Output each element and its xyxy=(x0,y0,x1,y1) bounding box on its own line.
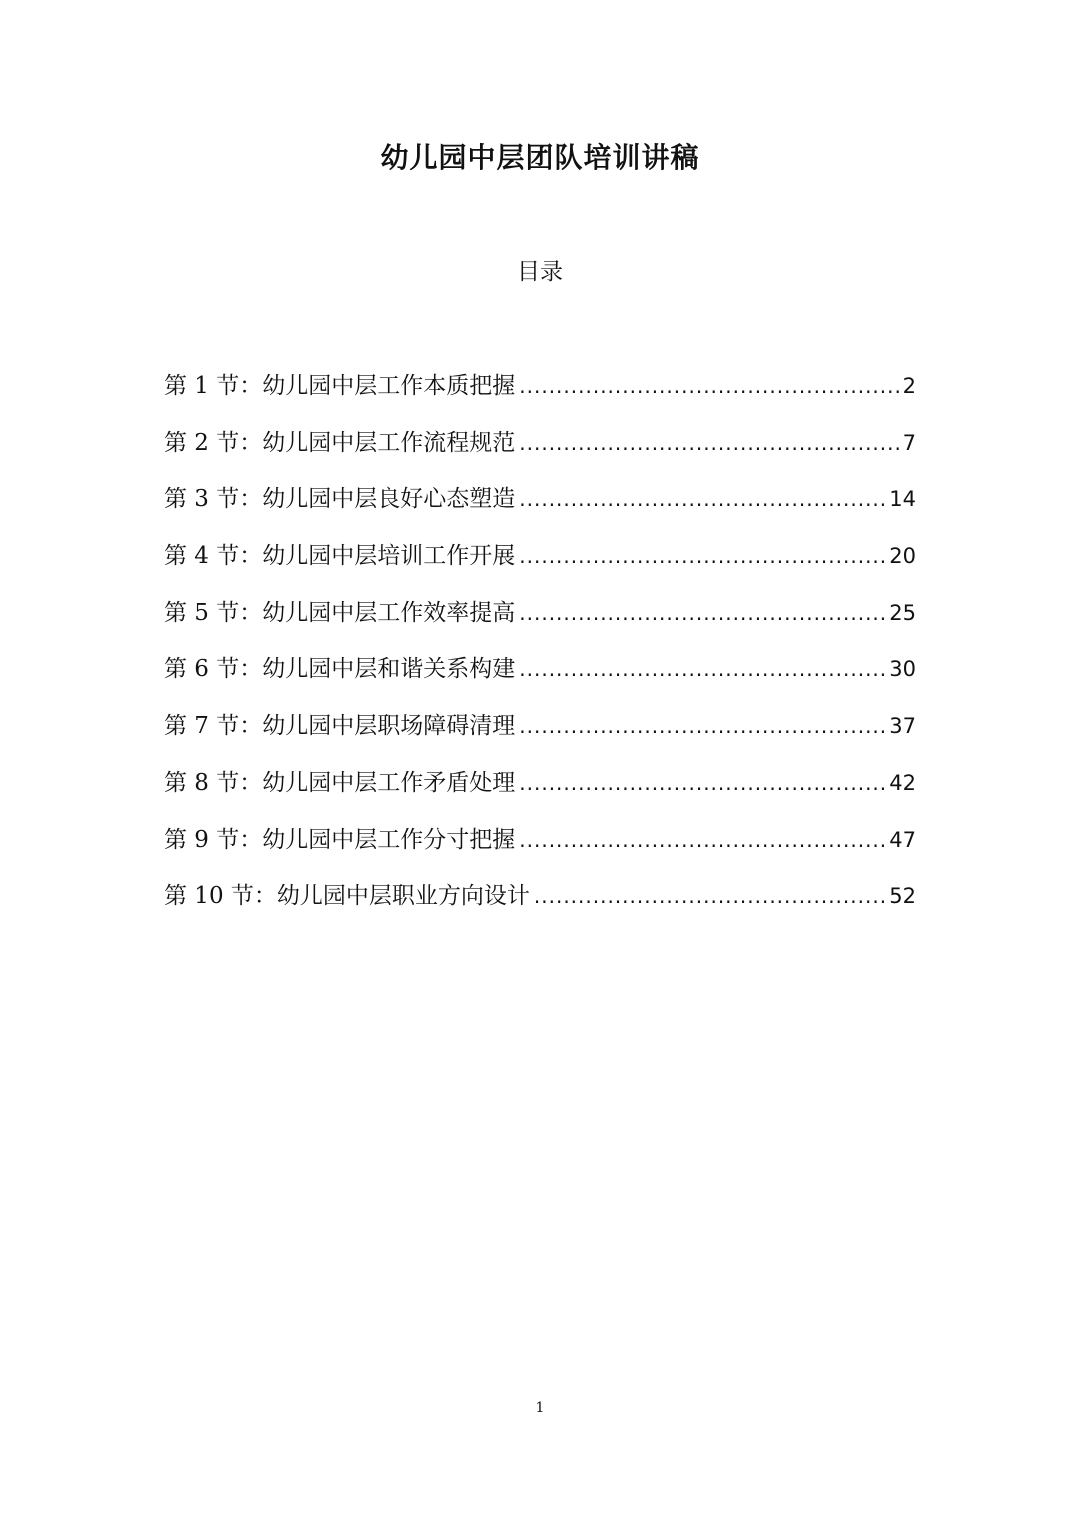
toc-entry-label: 第 8 节：幼儿园中层工作矛盾处理 xyxy=(164,769,516,796)
document-title: 幼儿园中层团队培训讲稿 xyxy=(380,141,700,174)
toc-entry[interactable] xyxy=(164,704,916,761)
table-of-contents xyxy=(164,364,916,931)
toc-leader-dots xyxy=(519,704,887,748)
toc-entry-label: 第 9 节：幼儿园中层工作分寸把握 xyxy=(164,826,516,853)
toc-entry-page: 2 xyxy=(902,374,916,398)
toc-leader-dots xyxy=(519,647,887,691)
toc-leader-dots xyxy=(519,818,887,862)
toc-entry-page: 47 xyxy=(889,827,916,852)
toc-entry[interactable] xyxy=(164,647,916,704)
toc-entry-label: 第 6 节：幼儿园中层和谐关系构建 xyxy=(164,656,516,683)
toc-leader-dots xyxy=(519,477,887,521)
toc-entry-label: 第 4 节：幼儿园中层培训工作开展 xyxy=(164,543,516,570)
toc-heading: 目录 xyxy=(517,259,563,285)
toc-entry-label: 第 3 节：幼儿园中层良好心态塑造 xyxy=(164,486,516,513)
toc-entry[interactable] xyxy=(164,761,916,818)
toc-entry[interactable] xyxy=(164,534,916,591)
toc-entry-page: 30 xyxy=(889,657,916,682)
toc-entry[interactable] xyxy=(164,591,916,648)
toc-entry-page: 25 xyxy=(889,600,916,625)
toc-entry[interactable] xyxy=(164,874,916,931)
toc-entry-page: 42 xyxy=(889,770,916,795)
toc-entry-page: 52 xyxy=(889,884,916,909)
page-number: 1 xyxy=(535,1400,545,1416)
toc-entry[interactable] xyxy=(164,818,916,875)
toc-leader-dots xyxy=(519,421,900,465)
toc-entry-label: 第 1 节：幼儿园中层工作本质把握 xyxy=(164,373,516,399)
toc-leader-dots xyxy=(519,591,887,635)
toc-entry-label: 第 5 节：幼儿园中层工作效率提高 xyxy=(164,599,516,626)
toc-entry-page: 7 xyxy=(902,430,916,455)
toc-entry-page: 20 xyxy=(889,544,916,569)
toc-entry[interactable] xyxy=(164,364,916,421)
toc-entry-label: 第 10 节：幼儿园中层职业方向设计 xyxy=(164,883,530,910)
toc-leader-dots xyxy=(519,364,900,408)
toc-leader-dots xyxy=(534,874,887,918)
toc-leader-dots xyxy=(519,761,887,805)
toc-entry-page: 14 xyxy=(889,487,916,512)
toc-leader-dots xyxy=(519,534,887,578)
toc-entry-label: 第 7 节：幼儿园中层职场障碍清理 xyxy=(164,713,516,740)
toc-entry-label: 第 2 节：幼儿园中层工作流程规范 xyxy=(164,429,516,456)
toc-entry[interactable] xyxy=(164,477,916,534)
toc-entry-page: 37 xyxy=(889,714,916,739)
toc-entry[interactable] xyxy=(164,421,916,478)
